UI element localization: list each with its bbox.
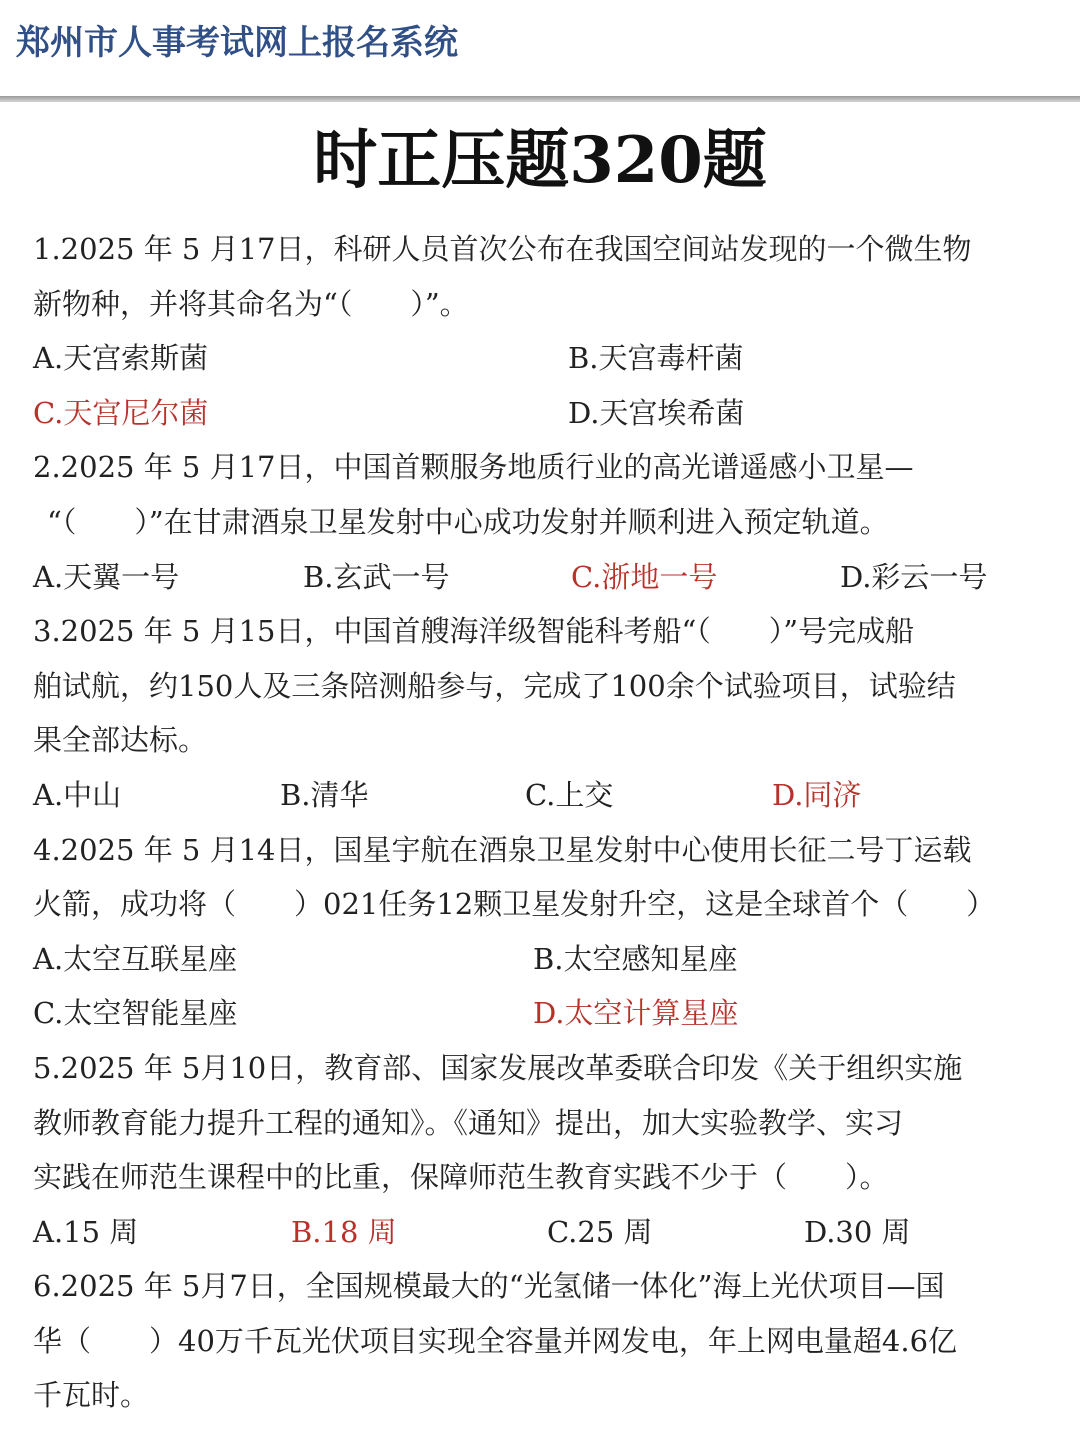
options-row (33, 932, 1048, 987)
options-row (33, 550, 1048, 605)
option-b: B.玄武一号 (303, 559, 450, 594)
option-a: A.中山 (33, 777, 122, 812)
site-title: 郑州市人事考试网上报名系统 (16, 23, 458, 63)
question-text-line: 3.2025 年 5 月15日，中国首艘海洋级智能科考船“（ ）”号完成船 (33, 614, 915, 649)
option-c: C.太空智能星座 (33, 996, 238, 1031)
option-a: A.15 周 (33, 1214, 139, 1249)
question-text-line: “（ ）”在甘肃酒泉卫星发射中心成功发射并顺利进入预定轨道。 (47, 504, 889, 539)
option-d: D.天宫埃希菌 (568, 395, 745, 430)
option-c: C.上交 (525, 777, 614, 812)
option-c: C.浙地一号 (571, 559, 718, 594)
question-text-line: 教师教育能力提升工程的通知》。《通知》提出，加大实验教学、实习 (33, 1105, 904, 1140)
option-b: B.清华 (280, 777, 369, 812)
option-c: C.天宫尼尔菌 (33, 395, 209, 430)
option-d: D.同济 (772, 777, 862, 812)
options-row (33, 386, 1048, 441)
question-list (33, 222, 1048, 1423)
options-row (33, 331, 1048, 386)
question-3 (33, 604, 1048, 822)
question-1 (33, 222, 1048, 440)
option-a: A.天翼一号 (33, 559, 180, 594)
site-header (0, 0, 1080, 96)
question-2 (33, 440, 1048, 604)
question-text-line: 火箭，成功将（ ）021任务12颗卫星发射升空，这是全球首个（ ） (33, 887, 996, 922)
option-b: B.天宫毒杆菌 (568, 341, 744, 376)
question-text-line: 4.2025 年 5 月14日，国星宇航在酒泉卫星发射中心使用长征二号丁运载 (33, 832, 972, 867)
question-6 (33, 1259, 1048, 1423)
question-text-line: 果全部达标。 (33, 723, 208, 758)
option-d: D.太空计算星座 (533, 996, 739, 1031)
option-d: D.30 周 (804, 1214, 911, 1249)
question-5 (33, 1041, 1048, 1259)
question-text-line: 华（ ）40万千瓦光伏项目实现全容量并网发电，年上网电量超4.6亿 (33, 1323, 958, 1358)
option-d: D.彩云一号 (840, 559, 988, 594)
options-row (33, 986, 1048, 1041)
options-row (33, 768, 1048, 823)
option-b: B.18 周 (291, 1214, 397, 1249)
option-a: A.天宫索斯菌 (33, 341, 209, 376)
question-text-line: 舶试航，约150人及三条陪测船参与，完成了100余个试验项目，试验结 (33, 668, 956, 703)
question-text-line: 新物种，并将其命名为“（ ）”。 (33, 286, 469, 321)
question-text-line: 2.2025 年 5 月17日，中国首颗服务地质行业的高光谱遥感小卫星— (33, 450, 914, 485)
option-c: C.25 周 (547, 1214, 653, 1249)
question-text-line: 实践在师范生课程中的比重，保障师范生教育实践不少于（ ）。 (33, 1160, 889, 1195)
header-divider (0, 96, 1080, 102)
option-a: A.太空互联星座 (33, 941, 238, 976)
question-text-line: 1.2025 年 5 月17日，科研人员首次公布在我国空间站发现的一个微生物 (33, 232, 972, 266)
question-text-line: 千瓦时。 (33, 1378, 150, 1413)
question-text-line: 6.2025 年 5月7日，全国规模最大的“光氢储一体化”海上光伏项目—国 (33, 1269, 945, 1304)
option-b: B.太空感知星座 (533, 941, 738, 976)
question-text-line: 5.2025 年 5月10日，教育部、国家发展改革委联合印发《关于组织实施 (33, 1050, 963, 1085)
options-row (33, 1205, 1048, 1260)
question-4 (33, 823, 1048, 1041)
document-title: 时正压题320题 (313, 123, 767, 198)
